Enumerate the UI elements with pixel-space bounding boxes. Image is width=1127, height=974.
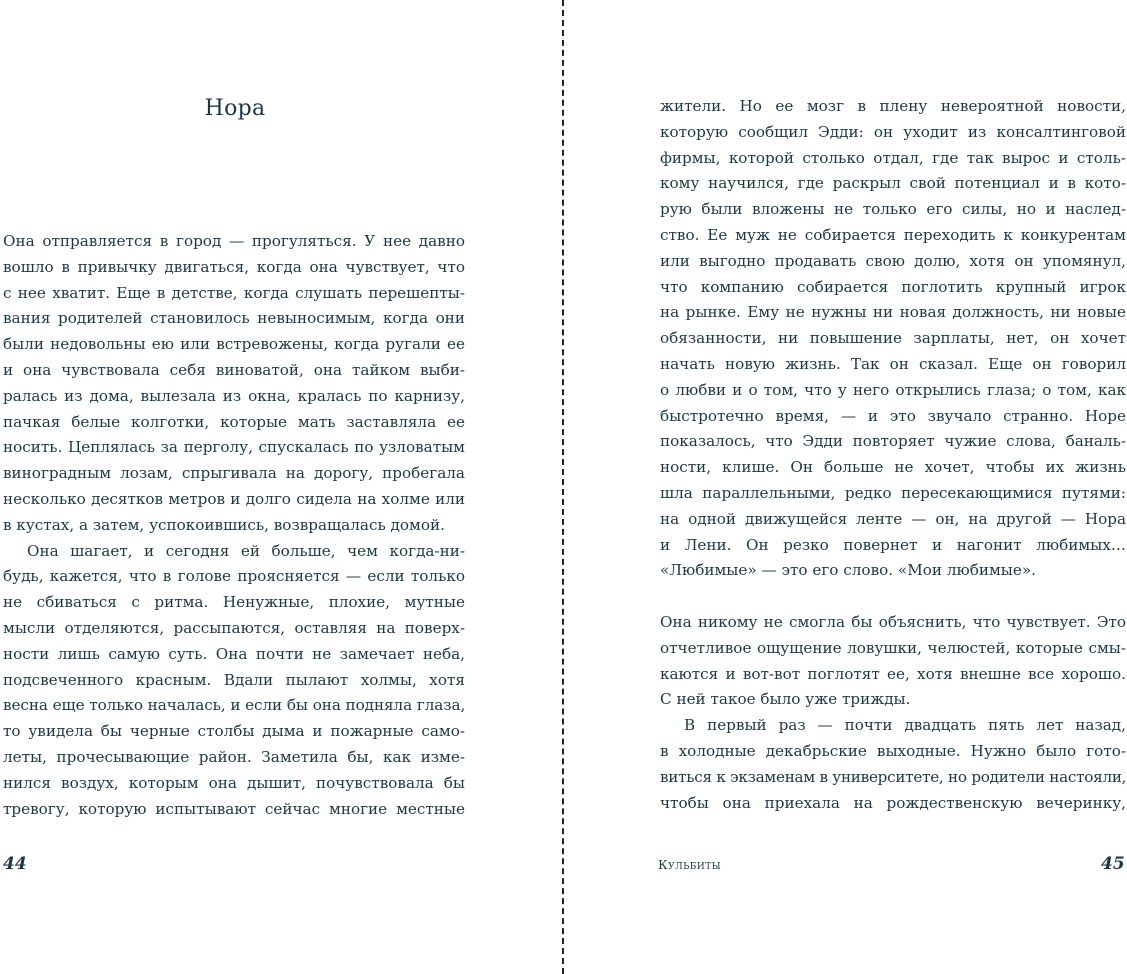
text-line: нился воздух, которым она дышит, почувствовала бы	[3, 773, 465, 792]
left-page-body-text	[3, 229, 465, 822]
text-line: быстротечно время, — и это звучало странно. Норе	[660, 406, 1126, 425]
text-line: С ней такое было уже трижды.	[660, 690, 911, 709]
text-line: что компанию собирается поглотить крупный игрок	[660, 277, 1126, 296]
text-line: которую сообщил Эдди: он уходит из консалтинговой	[660, 122, 1126, 141]
text-line: Она отправляется в город — прогуляться. У нее давно	[3, 232, 465, 250]
text-line: и она чувствовала себя виноватой, она тайком выби-	[3, 360, 465, 379]
text-line: ности лишь самую суть. Она почти не замечает неба,	[3, 644, 465, 663]
text-line: на одной движущейся ленте — он, на другой — Нора	[660, 509, 1126, 528]
text-line: отчетливое ощущение ловушки, челюстей, которые смы-	[660, 638, 1126, 657]
text-line: леты, прочесывающие район. Заметила бы, как изме-	[3, 747, 465, 766]
text-line: ство. Ее муж не собирается переходить к конкурентам	[660, 225, 1126, 244]
text-line: В первый раз — почти двадцать пять лет назад,	[684, 716, 1126, 735]
text-line: были недовольны ею или встревожены, когда ругали ее	[3, 335, 465, 354]
text-line: тревогу, которую испытывают сейчас многие местные	[3, 799, 465, 818]
text-line: и Лени. Он резко повернет и нагонит любимых…	[660, 535, 1126, 554]
text-line: жители. Но ее мозг в плену невероятной новости,	[660, 97, 1126, 115]
text-line: будь, кажется, что в голове проясняется — если только	[3, 567, 465, 586]
text-line: виться к экзаменам в университете, но родители настояли,	[660, 767, 1127, 786]
left-page	[0, 0, 562, 974]
text-line: не сбиваться с ритма. Ненужные, плохие, мутные	[3, 593, 465, 612]
text-line: рую были вложены не только его силы, но и наслед-	[660, 200, 1126, 219]
text-line: «Любимые» — это его слово. «Мои любимые».	[660, 561, 1037, 580]
text-line: Она никому не смогла бы объяснить, что чувствует. Это	[660, 612, 1126, 631]
text-line: на рынке. Ему не нужны ни новая должность, ни новые	[660, 303, 1126, 322]
text-line: несколько десятков метров и долго сидела на холме или	[3, 489, 465, 508]
text-line: ралась из дома, вылезала из окна, кралась по карнизу,	[3, 386, 465, 405]
text-line: Она шагает, и сегодня ей больше, чем когда-ни-	[27, 541, 465, 560]
text-line: вошло в привычку двигаться, когда она чувствует, что	[3, 257, 465, 276]
text-line: носить. Цеплялась за перголу, спускалась по узловатым	[3, 438, 465, 457]
right-running-head: Кульбиты	[658, 857, 722, 872]
text-line: чтобы она приехала на рождественскую вечеринку,	[660, 793, 1126, 812]
text-line: ности, клише. Он больше не хочет, чтобы их жизнь	[660, 458, 1126, 477]
text-line: о любви и о том, что у него открылись глаза; о том, как	[660, 380, 1126, 399]
text-line: или выгодно продавать свою долю, хотя он упомянул,	[660, 251, 1126, 270]
text-line: с нее хватит. Еще в детстве, когда слушать перешепты-	[3, 283, 465, 302]
text-line: в кустах, а затем, успокоившись, возвращалась домой.	[3, 515, 445, 534]
text-line: каются и вот-вот поглотят ее, хотя внешне все хорошо.	[660, 664, 1126, 683]
text-line: подсвеченного красным. Вдали пылают холмы, хотя	[3, 670, 465, 689]
right-page-number: 45	[1101, 854, 1125, 874]
text-line: пачкая белые колготки, которые мать заставляла ее	[3, 412, 465, 431]
text-line: весна еще только началась, и если бы она подняла глаза,	[3, 696, 466, 715]
left-page-number: 44	[3, 854, 27, 874]
text-line: виноградным лозам, спрыгивала на дорогу, пробегала	[3, 464, 465, 483]
text-line: показалось, что Эдди повторяет чужие слова, баналь-	[660, 432, 1126, 451]
text-line: шла параллельными, редко пересекающимися путями:	[660, 483, 1126, 502]
text-line: мысли отделяются, рассыпаются, оставляя на поверх-	[3, 618, 465, 637]
chapter-title: Нора	[204, 96, 266, 121]
text-line: начать новую жизнь. Так он сказал. Еще он говорил	[660, 354, 1126, 373]
right-page-body-text	[660, 94, 1126, 816]
paragraph-gap	[660, 584, 1126, 610]
text-line: фирмы, которой столько отдал, где так вырос и столь-	[660, 148, 1126, 167]
text-line: вания родителей становилось невыносимым, когда они	[3, 309, 465, 328]
text-line: обязанности, ни повышение зарплаты, нет, он хочет	[660, 329, 1126, 348]
text-line: кому научился, где раскрыл свой потенциал и в кото-	[660, 174, 1126, 193]
text-line: то увидела бы черные столбы дыма и пожарные само-	[3, 722, 465, 741]
text-line: в холодные декабрьские выходные. Нужно было гото-	[660, 741, 1126, 760]
